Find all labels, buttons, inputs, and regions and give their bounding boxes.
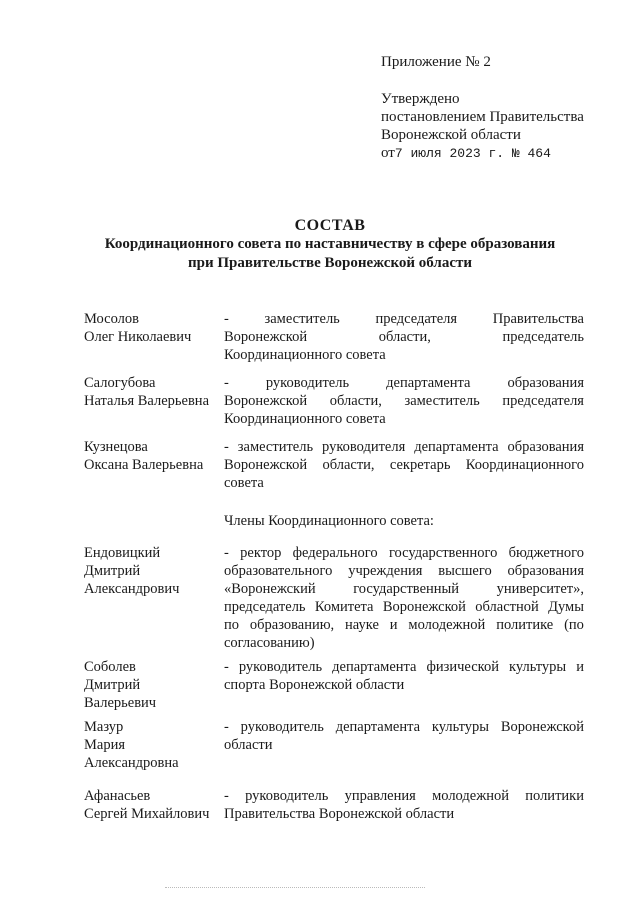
- person-position: [224, 544, 584, 652]
- position-word: спорта Воронежской области: [224, 677, 405, 693]
- name-line: Дмитрий: [84, 677, 141, 693]
- approval-line: Воронежской области: [381, 127, 521, 143]
- name-line: Афанасьев: [84, 788, 151, 804]
- position-word: образовательного: [224, 563, 333, 579]
- position-word: образования: [507, 439, 584, 455]
- position-line: [224, 616, 584, 634]
- position-word: области,: [322, 457, 375, 473]
- name-line: Валерьевич: [84, 695, 157, 711]
- position-line: [224, 805, 584, 823]
- position-word: науке: [345, 617, 379, 633]
- name-line: Александровна: [84, 755, 179, 771]
- position-word: области,: [329, 393, 382, 409]
- position-word: Координационного совета: [224, 411, 386, 427]
- position-word: Воронежской: [224, 393, 308, 409]
- approval-block: [381, 90, 584, 163]
- position-word: образования: [507, 375, 584, 391]
- person-position: [224, 374, 584, 428]
- position-word: ректор: [240, 545, 282, 561]
- approval-date-line: [381, 144, 584, 163]
- position-line: [224, 544, 584, 562]
- name-line: Мосолов: [84, 311, 139, 327]
- position-word: по: [224, 617, 240, 633]
- position-word: и: [389, 617, 398, 633]
- position-word: согласованию): [224, 635, 315, 651]
- position-word: Координационного: [465, 457, 584, 473]
- name-line: Наталья Валерьевна: [84, 393, 209, 409]
- position-word: культуры: [431, 719, 490, 735]
- position-word: и: [576, 659, 584, 675]
- position-word: университет»,: [496, 581, 584, 597]
- person-position: [224, 787, 584, 823]
- title-line: при Правительстве Воронежской области: [188, 255, 472, 271]
- position-word: -: [224, 545, 229, 561]
- position-line: [224, 346, 584, 364]
- person-name: [84, 787, 224, 823]
- position-word: учреждения: [348, 563, 423, 579]
- position-line: [224, 580, 584, 598]
- position-line: [224, 718, 584, 736]
- position-word: совета: [224, 475, 264, 491]
- position-word: образования: [507, 563, 584, 579]
- position-word: председатель: [502, 329, 584, 345]
- position-line: [224, 676, 584, 694]
- members-heading: Члены Координационного совета:: [224, 513, 434, 529]
- position-word: Воронежской: [500, 719, 584, 735]
- position-line: [224, 658, 584, 676]
- name-line: Мазур: [84, 719, 124, 735]
- position-word: заместитель: [264, 311, 340, 327]
- name-line: Соболев: [84, 659, 136, 675]
- position-word: управления: [344, 788, 416, 804]
- position-word: молодежной: [408, 617, 486, 633]
- date-value: 7 июля 2023 г. № 464: [394, 146, 551, 161]
- position-line: [224, 310, 584, 328]
- position-word: Думы: [548, 599, 584, 615]
- position-word: области: [224, 737, 273, 753]
- person-name: [84, 438, 224, 474]
- position-line: [224, 438, 584, 456]
- person-name: [84, 310, 224, 346]
- name-line: Оксана Валерьевна: [84, 457, 204, 473]
- position-word: областной: [475, 599, 539, 615]
- position-word: государственного: [388, 545, 498, 561]
- position-word: заместитель: [404, 393, 480, 409]
- position-line: [224, 736, 584, 754]
- position-word: -: [224, 788, 229, 804]
- position-word: Правительства Воронежской области: [224, 806, 455, 822]
- position-line: [224, 634, 584, 652]
- name-line: Салогубова: [84, 375, 156, 391]
- position-word: -: [224, 439, 229, 455]
- appendix-label: Приложение № 2: [381, 54, 491, 70]
- person-name: [84, 544, 224, 598]
- position-word: руководитель: [265, 375, 350, 391]
- date-prefix: от: [381, 145, 395, 161]
- approval-line: постановлением Правительства: [381, 109, 584, 125]
- position-word: Координационного совета: [224, 347, 386, 363]
- position-line: [224, 456, 584, 474]
- person-position: [224, 310, 584, 364]
- position-word: бюджетного: [508, 545, 584, 561]
- position-word: департамента: [386, 375, 471, 391]
- position-line: [224, 410, 584, 428]
- position-word: государственный: [353, 581, 460, 597]
- position-word: политике: [496, 617, 554, 633]
- position-word: департамента: [414, 439, 499, 455]
- person-position: [224, 438, 584, 492]
- position-word: области,: [378, 329, 431, 345]
- person-name: [84, 658, 224, 712]
- position-word: председателя: [502, 393, 584, 409]
- approval-line: Утверждено: [381, 91, 460, 107]
- person-name: [84, 718, 224, 772]
- position-word: -: [224, 311, 229, 327]
- person-name: [84, 374, 224, 410]
- name-line: Ендовицкий: [84, 545, 161, 561]
- position-line: [224, 598, 584, 616]
- position-line: [224, 392, 584, 410]
- person-position: [224, 658, 584, 694]
- person-position: [224, 718, 584, 754]
- position-word: секретарь: [389, 457, 451, 473]
- position-word: федерального: [292, 545, 378, 561]
- position-word: «Воронежский: [224, 581, 316, 597]
- position-word: (по: [564, 617, 584, 633]
- position-word: руководитель: [240, 719, 324, 735]
- position-line: [224, 474, 584, 492]
- name-line: Александрович: [84, 581, 180, 597]
- position-line: [224, 787, 584, 805]
- position-line: [224, 374, 584, 392]
- position-word: департамента: [332, 659, 417, 675]
- title-line: Координационного совета по наставничеству в сфере образования: [104, 236, 556, 252]
- title-main: СОСТАВ: [294, 217, 366, 234]
- position-word: Воронежской: [224, 457, 308, 473]
- position-word: Воронежской: [382, 599, 466, 615]
- name-line: Сергей Михайлович: [84, 806, 210, 822]
- position-word: руководитель: [245, 788, 329, 804]
- name-line: Олег Николаевич: [84, 329, 192, 345]
- position-line: [224, 562, 584, 580]
- position-word: председателя: [375, 311, 458, 327]
- position-word: -: [224, 659, 229, 675]
- document-title: [100, 216, 560, 273]
- position-word: культуры: [509, 659, 567, 675]
- position-word: Правительства: [492, 311, 584, 327]
- position-word: физической: [426, 659, 499, 675]
- position-word: -: [224, 375, 229, 391]
- position-word: Воронежской: [224, 329, 308, 345]
- position-word: высшего: [438, 563, 492, 579]
- position-line: [224, 328, 584, 346]
- position-word: молодежной: [432, 788, 509, 804]
- position-word: -: [224, 719, 229, 735]
- position-word: политики: [525, 788, 584, 804]
- scan-artifact-line: [165, 887, 425, 888]
- position-word: заместитель: [237, 439, 314, 455]
- position-word: руководитель: [238, 659, 323, 675]
- name-line: Кузнецова: [84, 439, 148, 455]
- position-word: руководителя: [322, 439, 406, 455]
- position-word: департамента: [335, 719, 421, 735]
- position-word: Комитета: [314, 599, 374, 615]
- name-line: Мария: [84, 737, 126, 753]
- position-word: председатель: [224, 599, 306, 615]
- position-word: образованию,: [249, 617, 335, 633]
- name-line: Дмитрий: [84, 563, 141, 579]
